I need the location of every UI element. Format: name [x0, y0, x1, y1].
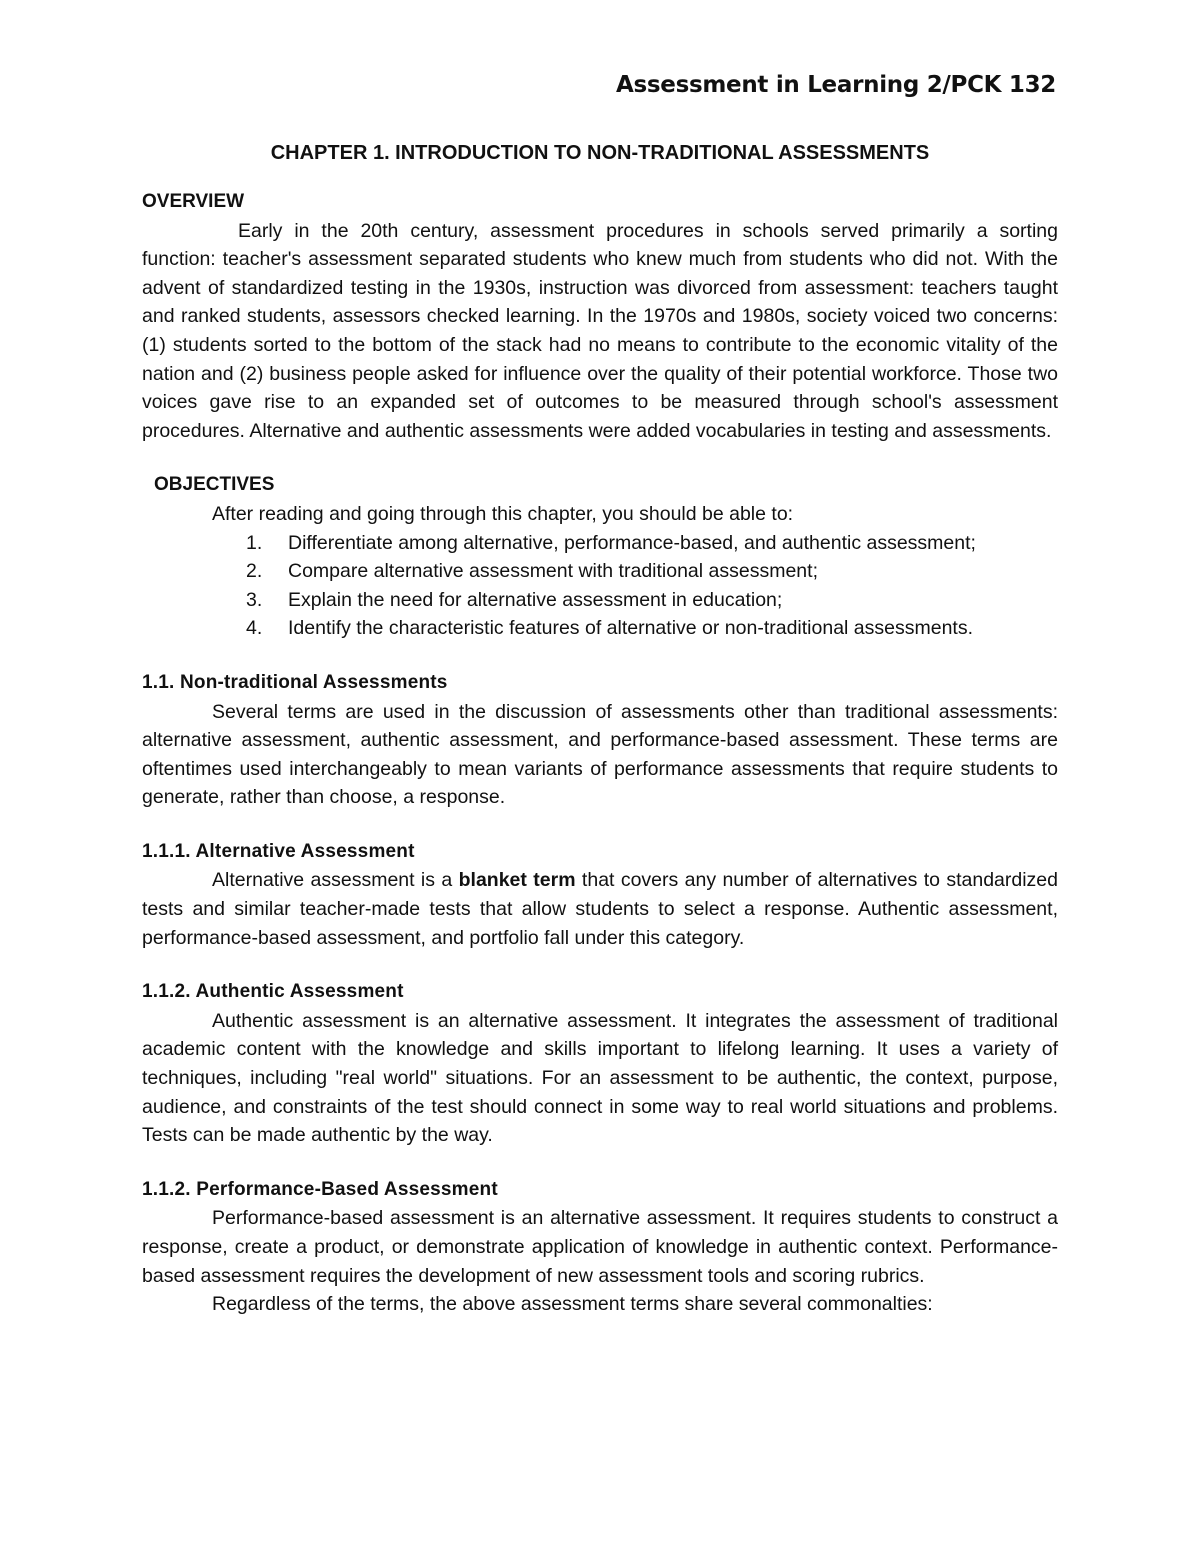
spacer [142, 643, 1058, 669]
objective-text: Identify the characteristic features of alternative or non-traditional assessments. [288, 617, 974, 640]
objective-item [142, 557, 1058, 586]
section-paragraph-alternative [142, 866, 1058, 952]
overview-heading: OVERVIEW [142, 191, 245, 212]
spacer [142, 952, 1058, 978]
section-paragraph-non-traditional: Several terms are used in the discussion of assessments other than traditional assessments: alternative assessment, authentic assessment, and performance-based assessment. These terms are oftentimes used interchangeably to mean variants of performance assessments that require students to generate, rather than choose, a response. [142, 700, 1058, 809]
alternative-text-start: Alternative assessment is a [212, 869, 459, 892]
section-paragraph-closing: Regardless of the terms, the above assessment terms share several commonalties: [212, 1293, 933, 1316]
section-heading-performance: 1.1.2. Performance-Based Assessment [142, 1178, 498, 1200]
chapter-title: CHAPTER 1. INTRODUCTION TO NON-TRADITIONAL ASSESSMENTS [270, 142, 930, 164]
spacer [142, 1150, 1058, 1176]
objective-text: Differentiate among alternative, performance-based, and authentic assessment; [288, 531, 976, 554]
section-heading-non-traditional: 1.1. Non-traditional Assessments [142, 671, 448, 693]
objective-text: Compare alternative assessment with traditional assessment; [288, 560, 818, 583]
spacer [142, 445, 1058, 471]
overview-paragraph: Early in the 20th century, assessment procedures in schools served primarily a sorting function: teacher's assessment separated students who knew much from students who did not. With the advent of standardized testing in the 1930s, instruction was divorced from assessment: teachers taught and ranked students, assessors checked learning. In the 1970s and 1980s, society voiced two concerns: (1) students sorted to the bottom of the stack had no means to contribute to the economic vitality of the nation and (2) business people asked for influence over the quality of their potential workforce. Those two voices gave rise to an expanded set of outcomes to be measured through school's assessment procedures. Alternative and authentic assessments were added vocabularies in testing and assessments. [142, 219, 1058, 442]
objective-item [142, 529, 1058, 558]
objective-number: 3. [246, 588, 263, 611]
section-heading-alternative: 1.1.1. Alternative Assessment [142, 840, 415, 862]
blanket-term: blanket term [458, 869, 576, 892]
objectives-intro: After reading and going through this chapter, you should be able to: [212, 502, 794, 525]
section-paragraph-performance: Performance-based assessment is an alternative assessment. It requires students to construct a response, create a product, or demonstrate application of knowledge in authentic context. Performance-based assessment requires the development of new assessment tools and scoring rubrics. [142, 1207, 1058, 1287]
alternative-text-end: that covers any number of alternatives to standardized tests and similar teacher-made tests that allow students to select a response. Authentic assessment, performance-based assessment, and portfolio fall under this category. [142, 869, 1058, 949]
objectives-list [142, 529, 1058, 643]
spacer [142, 812, 1058, 838]
objective-text: Explain the need for alternative assessment in education; [288, 588, 783, 611]
objective-item [142, 614, 1058, 643]
section-heading-authentic: 1.1.2. Authentic Assessment [142, 981, 404, 1003]
document-body [142, 188, 1058, 1319]
objective-number: 2. [246, 560, 263, 583]
objective-item [142, 586, 1058, 615]
objectives-heading: OBJECTIVES [154, 474, 275, 496]
objective-number: 1. [246, 531, 263, 554]
objective-number: 4. [246, 617, 263, 640]
running-header: Assessment in Learning 2/PCK 132 [616, 72, 1056, 98]
section-paragraph-authentic: Authentic assessment is an alternative assessment. It integrates the assessment of traditional academic content with the knowledge and skills important to lifelong learning. It uses a variety of techniques, including "real world" situations. For an assessment to be authentic, the context, purpose, audience, and constraints of the test should connect in some way to real world situations and problems. Tests can be made authentic by the way. [142, 1009, 1058, 1147]
